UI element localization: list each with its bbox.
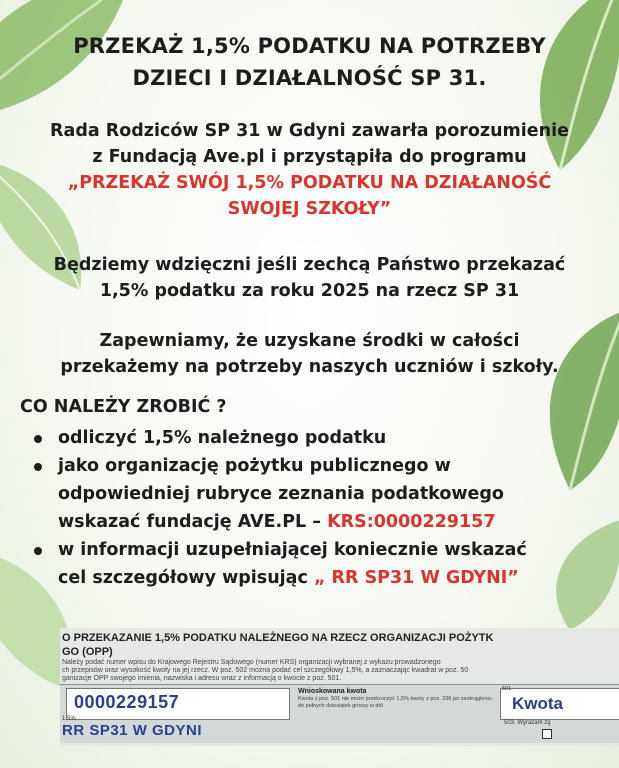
- assurance-line: przekażemy na potrzeby naszych uczniów i szkoły.: [60, 357, 559, 377]
- field-number: 501.: [502, 686, 513, 692]
- amount-value: Kwota: [512, 694, 563, 713]
- intro-paragraph: [0, 118, 619, 222]
- assurance-paragraph: [0, 328, 619, 380]
- step-text-part: wskazać fundację AVE.PL –: [58, 512, 328, 532]
- form-fine-print: Należy podać numer wpisu do Krajowego Rejestru Sądowego (numer KRS) organizacji wybranej z wykazu prowadzonego: [62, 659, 441, 666]
- form-fine-print: ganizacje OPP swojego imienia, nazwiska i adresu wraz z informacją o kwocie z poz. 501.: [62, 675, 342, 682]
- step-text: odliczyć 1,5% należnego podatku: [58, 428, 387, 448]
- amount-label: Wnioskowana kwota: [298, 688, 367, 695]
- bullet-icon: [34, 547, 42, 555]
- intro-line: Rada Rodziców SP 31 w Gdyni zawarła porozumienie: [50, 121, 569, 141]
- step-text: [58, 564, 600, 592]
- program-name: SWOJEJ SZKOŁY”: [227, 199, 392, 219]
- tax-form-excerpt: [60, 628, 619, 746]
- program-name: „PRZEKAŻ SWÓJ 1,5% PODATKU NA DZIAŁANOŚĆ: [67, 173, 552, 193]
- consent-checkbox: [542, 729, 552, 739]
- step-text-part: cel szczegółowy wpisując: [58, 568, 314, 588]
- field-number: 1,5%: [62, 716, 76, 722]
- form-fine-print: ch przepisów oraz wysokość kwoty na jej rzecz. W poz. 502 można podać cel szczegółowy 1,5%, a zaznaczając kwadrat w poz. 50: [62, 667, 469, 674]
- step-text: jako organizację pożytku publicznego w: [58, 456, 451, 476]
- intro-line: z Fundacją Ave.pl i przystąpiła do programu: [92, 147, 527, 167]
- appeal-line: Będziemy wdzięczni jeśli zechcą Państwo przekazać: [53, 255, 566, 275]
- krs-value: 0000229157: [74, 692, 180, 712]
- howto-heading: CO NALEŻY ZROBIĆ ?: [20, 397, 227, 417]
- form-title: O PRZEKAZANIE 1,5% PODATKU NALEŻNEGO NA RZECZ ORGANIZACJI POŻYTK: [62, 632, 494, 644]
- step-text: [58, 508, 600, 536]
- page-title-line: PRZEKAŻ 1,5% PODATKU NA POTRZEBY: [73, 34, 546, 58]
- page-title: [0, 30, 619, 94]
- list-item: [20, 452, 600, 536]
- list-item: [20, 536, 600, 592]
- howto-steps-list: [20, 424, 600, 592]
- bullet-icon: [34, 435, 42, 443]
- step-text: odpowiedniej rubryce zeznania podatkowego: [58, 484, 504, 504]
- list-item: [20, 424, 600, 452]
- krs-number: KRS:0000229157: [327, 512, 496, 532]
- appeal-paragraph: [0, 252, 619, 304]
- target-purpose: „ RR SP31 W GDYNI”: [313, 568, 519, 588]
- appeal-line: 1,5% podatku za roku 2025 na rzecz SP 31: [99, 281, 520, 301]
- bullet-icon: [34, 463, 42, 471]
- field-number: 503. Wyrażam zg: [504, 720, 551, 726]
- form-title: GO (OPP): [62, 646, 113, 658]
- target-value: RR SP31 W GDYNI: [62, 722, 203, 739]
- amount-note: Kwota z poz. 501 nie może przekroczyć 1,5% kwoty z poz. 296 po zaokrągleniu do pełnych dziesiątek groszy w dół: [298, 696, 492, 709]
- assurance-line: Zapewniamy, że uzyskane środki w całości: [99, 331, 520, 351]
- step-text: w informacji uzupełniającej koniecznie wskazać: [58, 540, 527, 560]
- page-title-line: DZIECI I DZIAŁALNOŚĆ SP 31.: [132, 66, 487, 90]
